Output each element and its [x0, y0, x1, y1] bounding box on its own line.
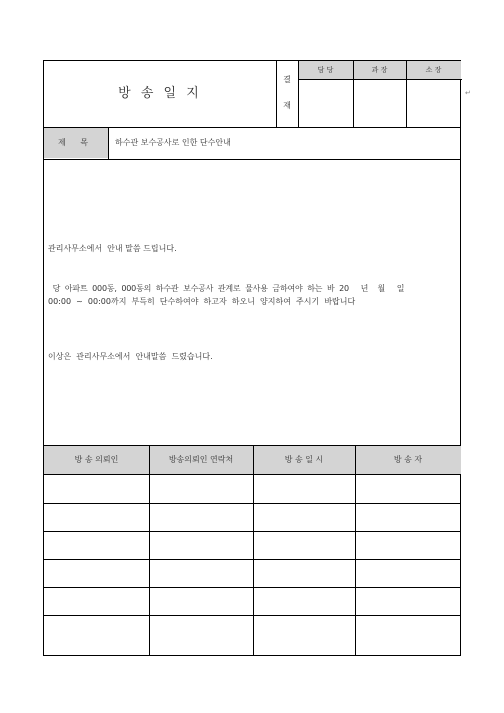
- approver-director-label: 소 장: [425, 66, 442, 74]
- approval-label-top: 결: [283, 75, 291, 84]
- table-row[interactable]: [44, 588, 461, 615]
- table-row[interactable]: [44, 616, 461, 655]
- table-header-broadcaster: 방 송 자: [393, 455, 423, 464]
- subject-label: 제 목: [58, 138, 94, 147]
- approver-staff-signature-box[interactable]: [299, 80, 352, 127]
- approver-staff-label: 담 당: [317, 66, 334, 74]
- broadcast-log-form: [43, 60, 461, 656]
- table-header-broadcast-datetime: 방 송 일 시: [284, 455, 324, 464]
- table-header-requester-contact: 방송의뢰인 연락처: [168, 455, 234, 464]
- table-row[interactable]: [44, 504, 461, 531]
- table-row[interactable]: [44, 532, 461, 559]
- approval-label-bottom: 재: [283, 101, 291, 110]
- table-header-requester: 방 송 의뢰인: [74, 455, 119, 464]
- body-line-greeting: 관리사무소에서 안내 말씀 드립니다.: [48, 244, 177, 253]
- table-row[interactable]: [44, 560, 461, 587]
- table-row[interactable]: [44, 475, 461, 503]
- paragraph-mark-icon: ↵: [465, 89, 471, 97]
- document-title: 방 송 일 지: [118, 86, 202, 101]
- body-line-notice-2: 00:00 ~ 00:00까지 부득히 단수하여야 하고자 하오니 양지하여 주시기 바랍니다: [48, 297, 356, 306]
- subject-value[interactable]: 하수관 보수공사로 인한 단수안내: [115, 138, 231, 147]
- approver-director-signature-box[interactable]: [407, 80, 461, 127]
- approver-section-chief-label: 과 장: [371, 66, 388, 74]
- approver-section-chief-signature-box[interactable]: [354, 80, 406, 127]
- body-line-closing: 이상은 관리사무소에서 안내말씀 드렸습니다.: [48, 352, 213, 361]
- body-line-notice-1: 당 아파트 000동, 000동의 하수관 보수공사 관계로 물사용 금하여야 하는 바 20 년 월 일: [48, 284, 405, 293]
